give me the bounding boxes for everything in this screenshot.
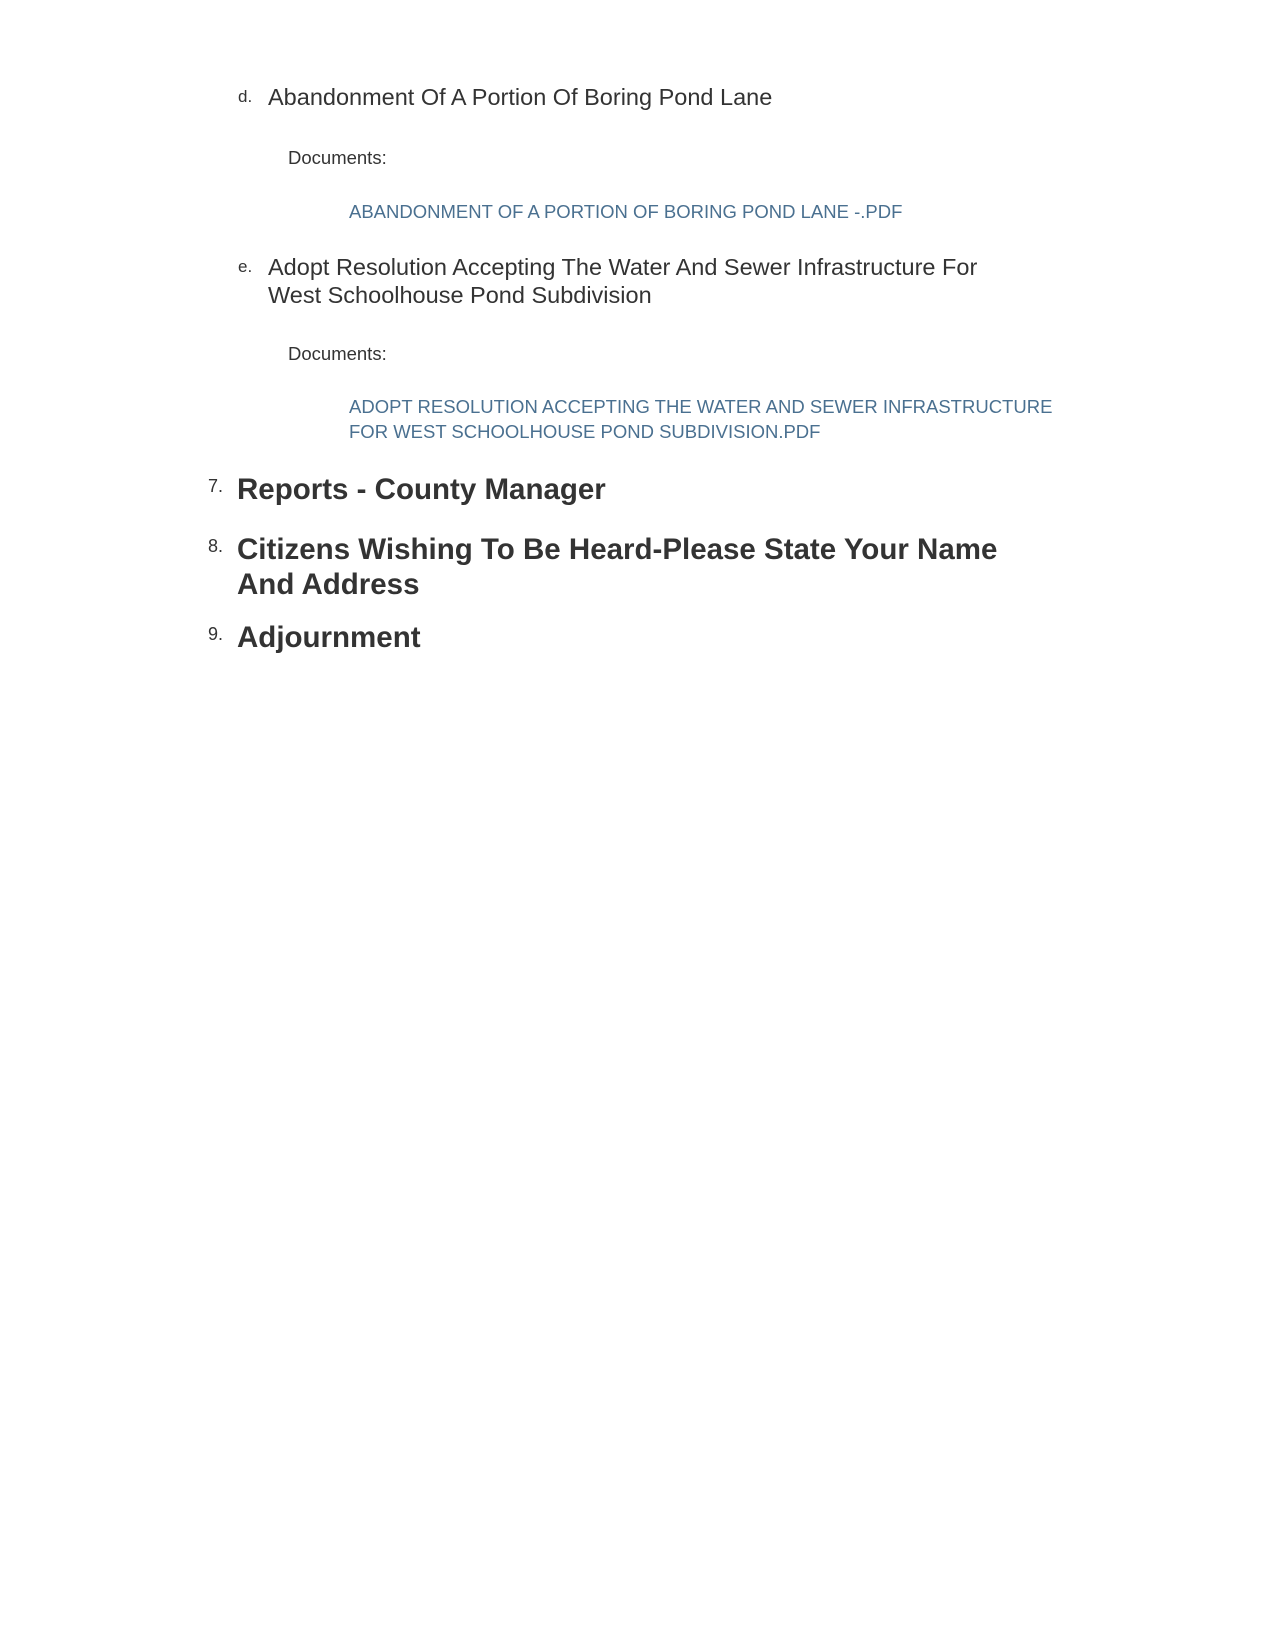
agenda-item-8	[208, 532, 1048, 602]
subitem-marker: e.	[238, 257, 253, 276]
agenda-item-9	[208, 620, 1048, 655]
agenda-subitem-e	[238, 253, 1038, 309]
item-title: Citizens Wishing To Be Heard-Please State Your Name And Address	[237, 533, 998, 601]
subitem-title: Abandonment Of A Portion Of Boring Pond Lane	[268, 84, 773, 110]
item-marker: 7.	[208, 476, 224, 496]
item-marker: 8.	[208, 536, 224, 556]
documents-label: Documents:	[288, 343, 387, 364]
item-title: Adjournment	[237, 621, 421, 654]
documents-label: Documents:	[288, 147, 387, 168]
document-link[interactable]: ABANDONMENT OF A PORTION OF BORING POND LANE -.PDF	[349, 201, 903, 222]
agenda-subitem-d	[238, 83, 1038, 111]
document-link[interactable]: ADOPT RESOLUTION ACCEPTING THE WATER AND SEWER INFRASTRUCTURE FOR WEST SCHOOLHOUSE POND SUBDIVISION.PDF	[349, 396, 1053, 442]
item-title: Reports - County Manager	[237, 473, 606, 506]
agenda-item-7	[208, 472, 1048, 507]
item-marker: 9.	[208, 624, 224, 644]
subitem-title: Adopt Resolution Accepting The Water And Sewer Infrastructure For West Schoolhouse Pond Subdivision	[268, 254, 978, 308]
subitem-marker: d.	[238, 87, 253, 106]
